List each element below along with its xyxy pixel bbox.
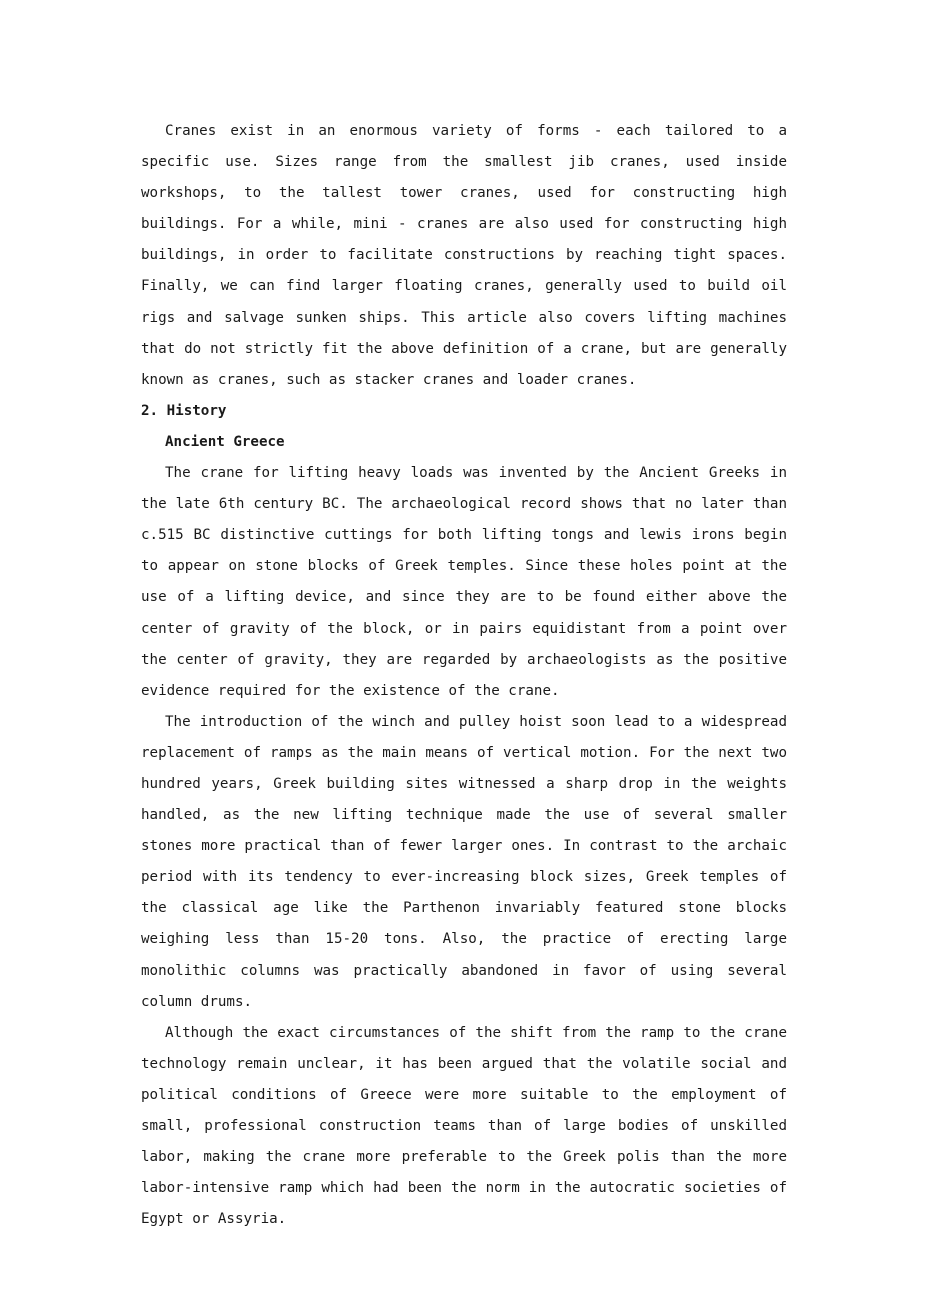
- section-heading: 2. History: [141, 402, 227, 419]
- history-paragraph-1: The crane for lifting heavy loads was invented by the Ancient Greeks in the late 6th century BC. The archaeological record shows that no later than c.515 BC distinctive cuttings for both lifting tongs and lewis irons begin to appear on stone blocks of Greek temples. Since these holes point at the use of a lifting device, and since they are to be found either above the center of gravity of the block, or in pairs equidistant from a point over the center of gravity, they are regarded by archaeologists as the positive evidence required for the existence of the crane.: [141, 465, 787, 699]
- history-paragraph-2: The introduction of the winch and pulley hoist soon lead to a widespread replacement of ramps as the main means of vertical motion. For the next two hundred years, Greek building sites witnessed a sharp drop in the weights handled, as the new lifting technique made the use of several smaller stones more practical than of fewer larger ones. In contrast to the archaic period with its tendency to ever-increasing block sizes, Greek temples of the classical age like the Parthenon invariably featured stone blocks weighing less than 15-20 tons. Also, the practice of erecting large monolithic columns was practically abandoned in favor of using several column drums.: [141, 713, 787, 1010]
- document-page: [141, 116, 787, 1235]
- intro-paragraph: Cranes exist in an enormous variety of forms - each tailored to a specific use. Sizes range from the smallest jib cranes, used inside workshops, to the tallest tower cranes, used for constructing high buildings. For a while, mini - cranes are also used for constructing high buildings, in order to facilitate constructions by reaching tight spaces. Finally, we can find larger floating cranes, generally used to build oil rigs and salvage sunken ships. This article also covers lifting machines that do not strictly fit the above definition of a crane, but are generally known as cranes, such as stacker cranes and loader cranes.: [141, 123, 787, 388]
- subsection-heading: Ancient Greece: [165, 433, 285, 450]
- history-paragraph-3: Although the exact circumstances of the shift from the ramp to the crane technology remain unclear, it has been argued that the volatile social and political conditions of Greece were more suitable to the employment of small, professional construction teams than of large bodies of unskilled labor, making the crane more preferable to the Greek polis than the more labor-intensive ramp which had been the norm in the autocratic societies of Egypt or Assyria.: [141, 1024, 787, 1228]
